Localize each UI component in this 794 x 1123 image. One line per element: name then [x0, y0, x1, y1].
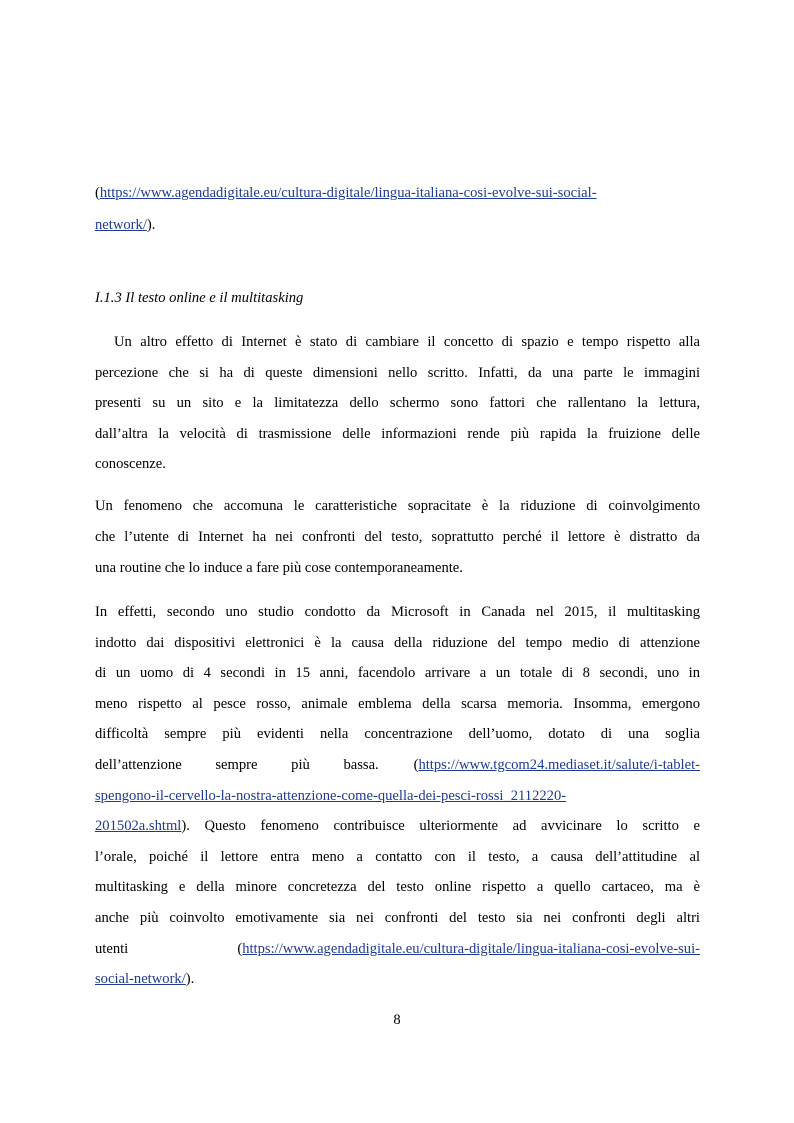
agendadigitale-link-cont[interactable]: network/: [95, 217, 147, 233]
p1-line: conoscenze.: [95, 456, 166, 472]
paragraph-1: [95, 327, 700, 480]
p3-line: l’orale, poiché il lettore entra meno a contatto con il testo, a causa dell’attitudine al: [95, 848, 700, 865]
p3-line: difficoltà sempre più evidenti nella concentrazione dell’uomo, dotato di una soglia: [95, 726, 700, 743]
tgcom24-link[interactable]: https://www.tgcom24.mediaset.it/salute/i-tablet-: [418, 756, 700, 773]
p3-line-end: social-network/).: [95, 971, 195, 988]
p3-line: anche più coinvolto emotivamente sia nei confronti del testo sia nei confronti degli altri: [95, 909, 700, 926]
paragraph-2: [95, 491, 700, 584]
p3-line: In effetti, secondo uno studio condotto da Microsoft in Canada nel 2015, il multitasking: [95, 604, 700, 620]
top-reference-line-1: (https://www.agendadigitale.eu/cultura-digitale/lingua-italiana-cosi-evolve-sui-social-: [95, 185, 597, 201]
p1-line: Un altro effetto di Internet è stato di cambiare il concetto di spazio e tempo rispetto alla: [114, 334, 700, 350]
paragraph-3: [95, 597, 700, 995]
p1-line: presenti su un sito e la limitatezza dello schermo sono fattori che rallentano la lettura,: [95, 395, 700, 411]
tgcom24-link-end[interactable]: 201502a.shtml: [95, 818, 182, 835]
p3-line: indotto dai dispositivi elettronici è la causa della riduzione del tempo medio di attenzione: [95, 634, 700, 651]
agendadigitale-link-2[interactable]: https://www.agendadigitale.eu/cultura-digitale/lingua-italiana-cosi-evolve-sui-: [242, 940, 700, 957]
p2-line: Un fenomeno che accomuna le caratteristiche sopracitate è la riduzione di coinvolgimento: [95, 498, 700, 514]
p3-line: multitasking e della minore concretezza del testo online rispetto a quello cartaceo, ma è: [95, 879, 700, 896]
p2-line: una routine che lo induce a fare più cose contemporaneamente.: [95, 560, 463, 576]
section-heading: I.1.3 Il testo online e il multitasking: [95, 290, 304, 306]
agendadigitale-link[interactable]: https://www.agendadigitale.eu/cultura-digitale/lingua-italiana-cosi-evolve-sui-social-: [99, 185, 597, 201]
p1-line: dall’altra la velocità di trasmissione delle informazioni rende più rapida la fruizione delle: [95, 425, 700, 442]
p3-line-citation-2: utenti (https://www.agendadigitale.eu/cultura-digitale/lingua-italiana-cosi-evolve-sui-: [95, 940, 700, 957]
top-reference: [95, 177, 700, 241]
page-number: 8: [393, 1012, 401, 1028]
p3-line: 201502a.shtml). Questo fenomeno contribuisce ulteriormente ad avvicinare lo scritto e: [95, 818, 700, 835]
p3-line-citation: dell’attenzione sempre più bassa. (https://www.tgcom24.mediaset.it/salute/i-tablet-: [95, 756, 700, 773]
tgcom24-link-cont[interactable]: spengono-il-cervello-la-nostra-attenzione-come-quella-dei-pesci-rossi_2112220-: [95, 787, 567, 804]
top-reference-line-2: network/).: [95, 217, 156, 233]
p1-line: percezione che si ha di queste dimensioni nello scritto. Infatti, da una parte le immagini: [95, 364, 700, 381]
p3-line: meno rispetto al pesce rosso, animale emblema della scarsa memoria. Insomma, emergono: [95, 695, 700, 712]
agendadigitale-link-2-cont[interactable]: social-network/: [95, 971, 186, 988]
p3-line: di un uomo di 4 secondi in 15 anni, facendolo arrivare a un totale di 8 secondi, uno in: [95, 665, 700, 682]
p3-line-link: [95, 781, 700, 812]
p2-line: che l’utente di Internet ha nei confronti del testo, soprattutto perché il lettore è distratto da: [95, 529, 700, 545]
